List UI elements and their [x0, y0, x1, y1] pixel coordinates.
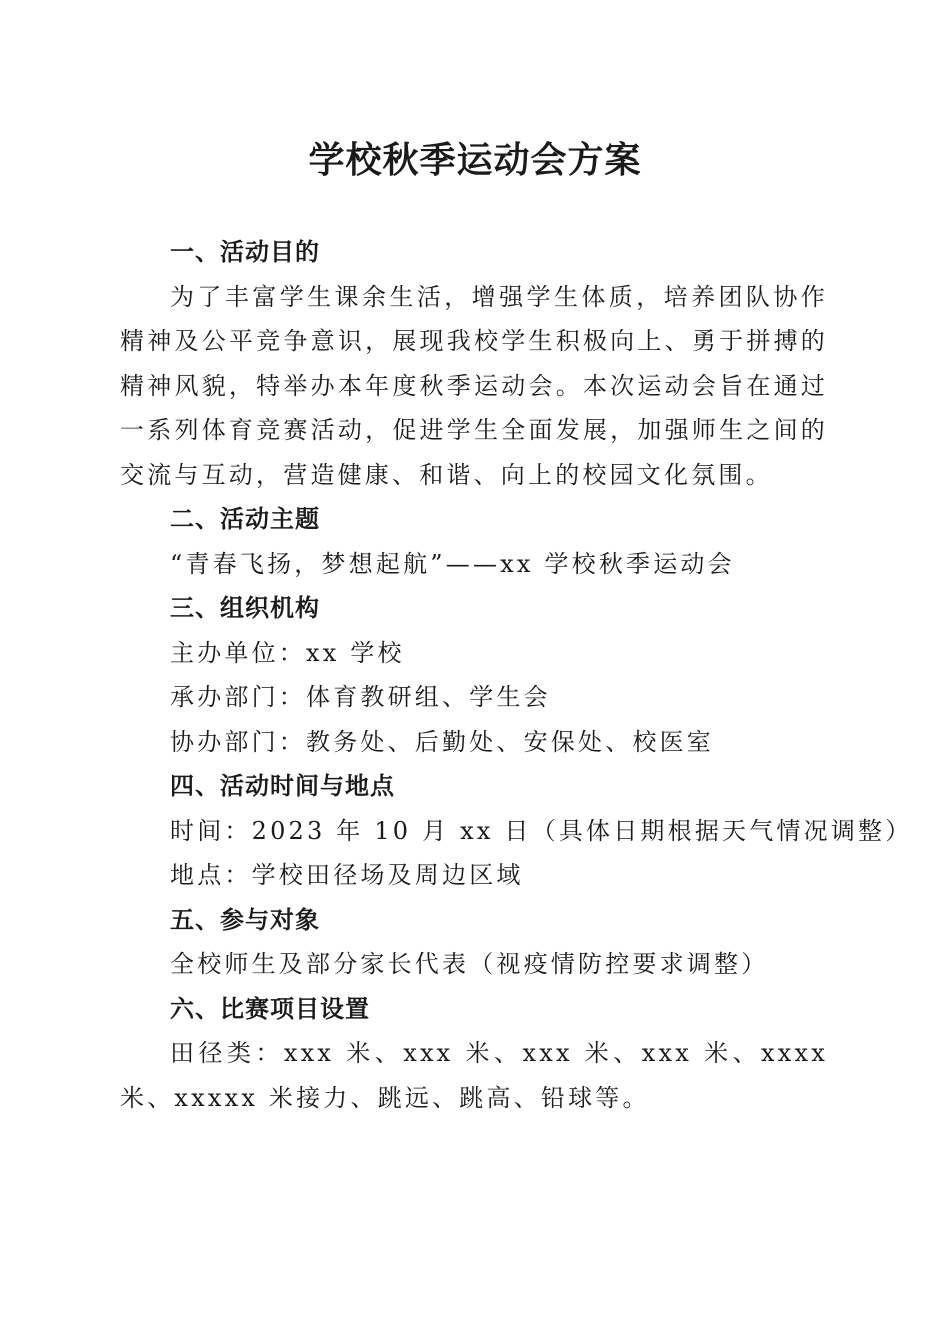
section-heading-organization: 三、组织机构	[170, 594, 320, 622]
host-unit: 主办单位：xx 学校	[170, 638, 405, 667]
document-body	[120, 230, 913, 1120]
purpose-paragraph: 为了丰富学生课余生活，增强学生体质，培养团队协作精神及公平竞争意识，展现我校学生积极向上、勇于拼搏的精神风貌，特举办本年度秋季运动会。本次运动会旨在通过一系列体育竞赛活动，促进学生全面发展，加强师生之间的交流与互动，营造健康、和谐、向上的校园文化氛围。	[120, 282, 828, 489]
document-title: 学校秋季运动会方案	[308, 139, 642, 181]
section-heading-purpose: 一、活动目的	[170, 238, 320, 266]
section-heading-theme: 二、活动主题	[170, 505, 320, 533]
section-heading-events: 六、比赛项目设置	[170, 994, 370, 1023]
section-heading-time-place: 四、活动时间与地点	[170, 772, 395, 800]
section-heading-participants: 五、参与对象	[170, 905, 320, 934]
track-field-events: 田径类：xxx 米、xxx 米、xxx 米、xxx 米、xxxx 米、xxxxx 米接力、跳远、跳高、铅球等。	[120, 1039, 828, 1112]
organizer-department: 承办部门：体育教研组、学生会	[170, 683, 551, 711]
participants-text: 全校师生及部分家长代表（视疫情防控要求调整）	[170, 950, 769, 978]
theme-text: “青春飞扬，梦想起航”——xx 学校秋季运动会	[170, 549, 735, 578]
event-time: 时间：2023 年 10 月 xx 日（具体日期根据天气情况调整）	[170, 816, 913, 845]
coorganizer-department: 协办部门：教务处、后勤处、安保处、校医室	[170, 727, 714, 756]
event-place: 地点：学校田径场及周边区域	[170, 861, 524, 889]
